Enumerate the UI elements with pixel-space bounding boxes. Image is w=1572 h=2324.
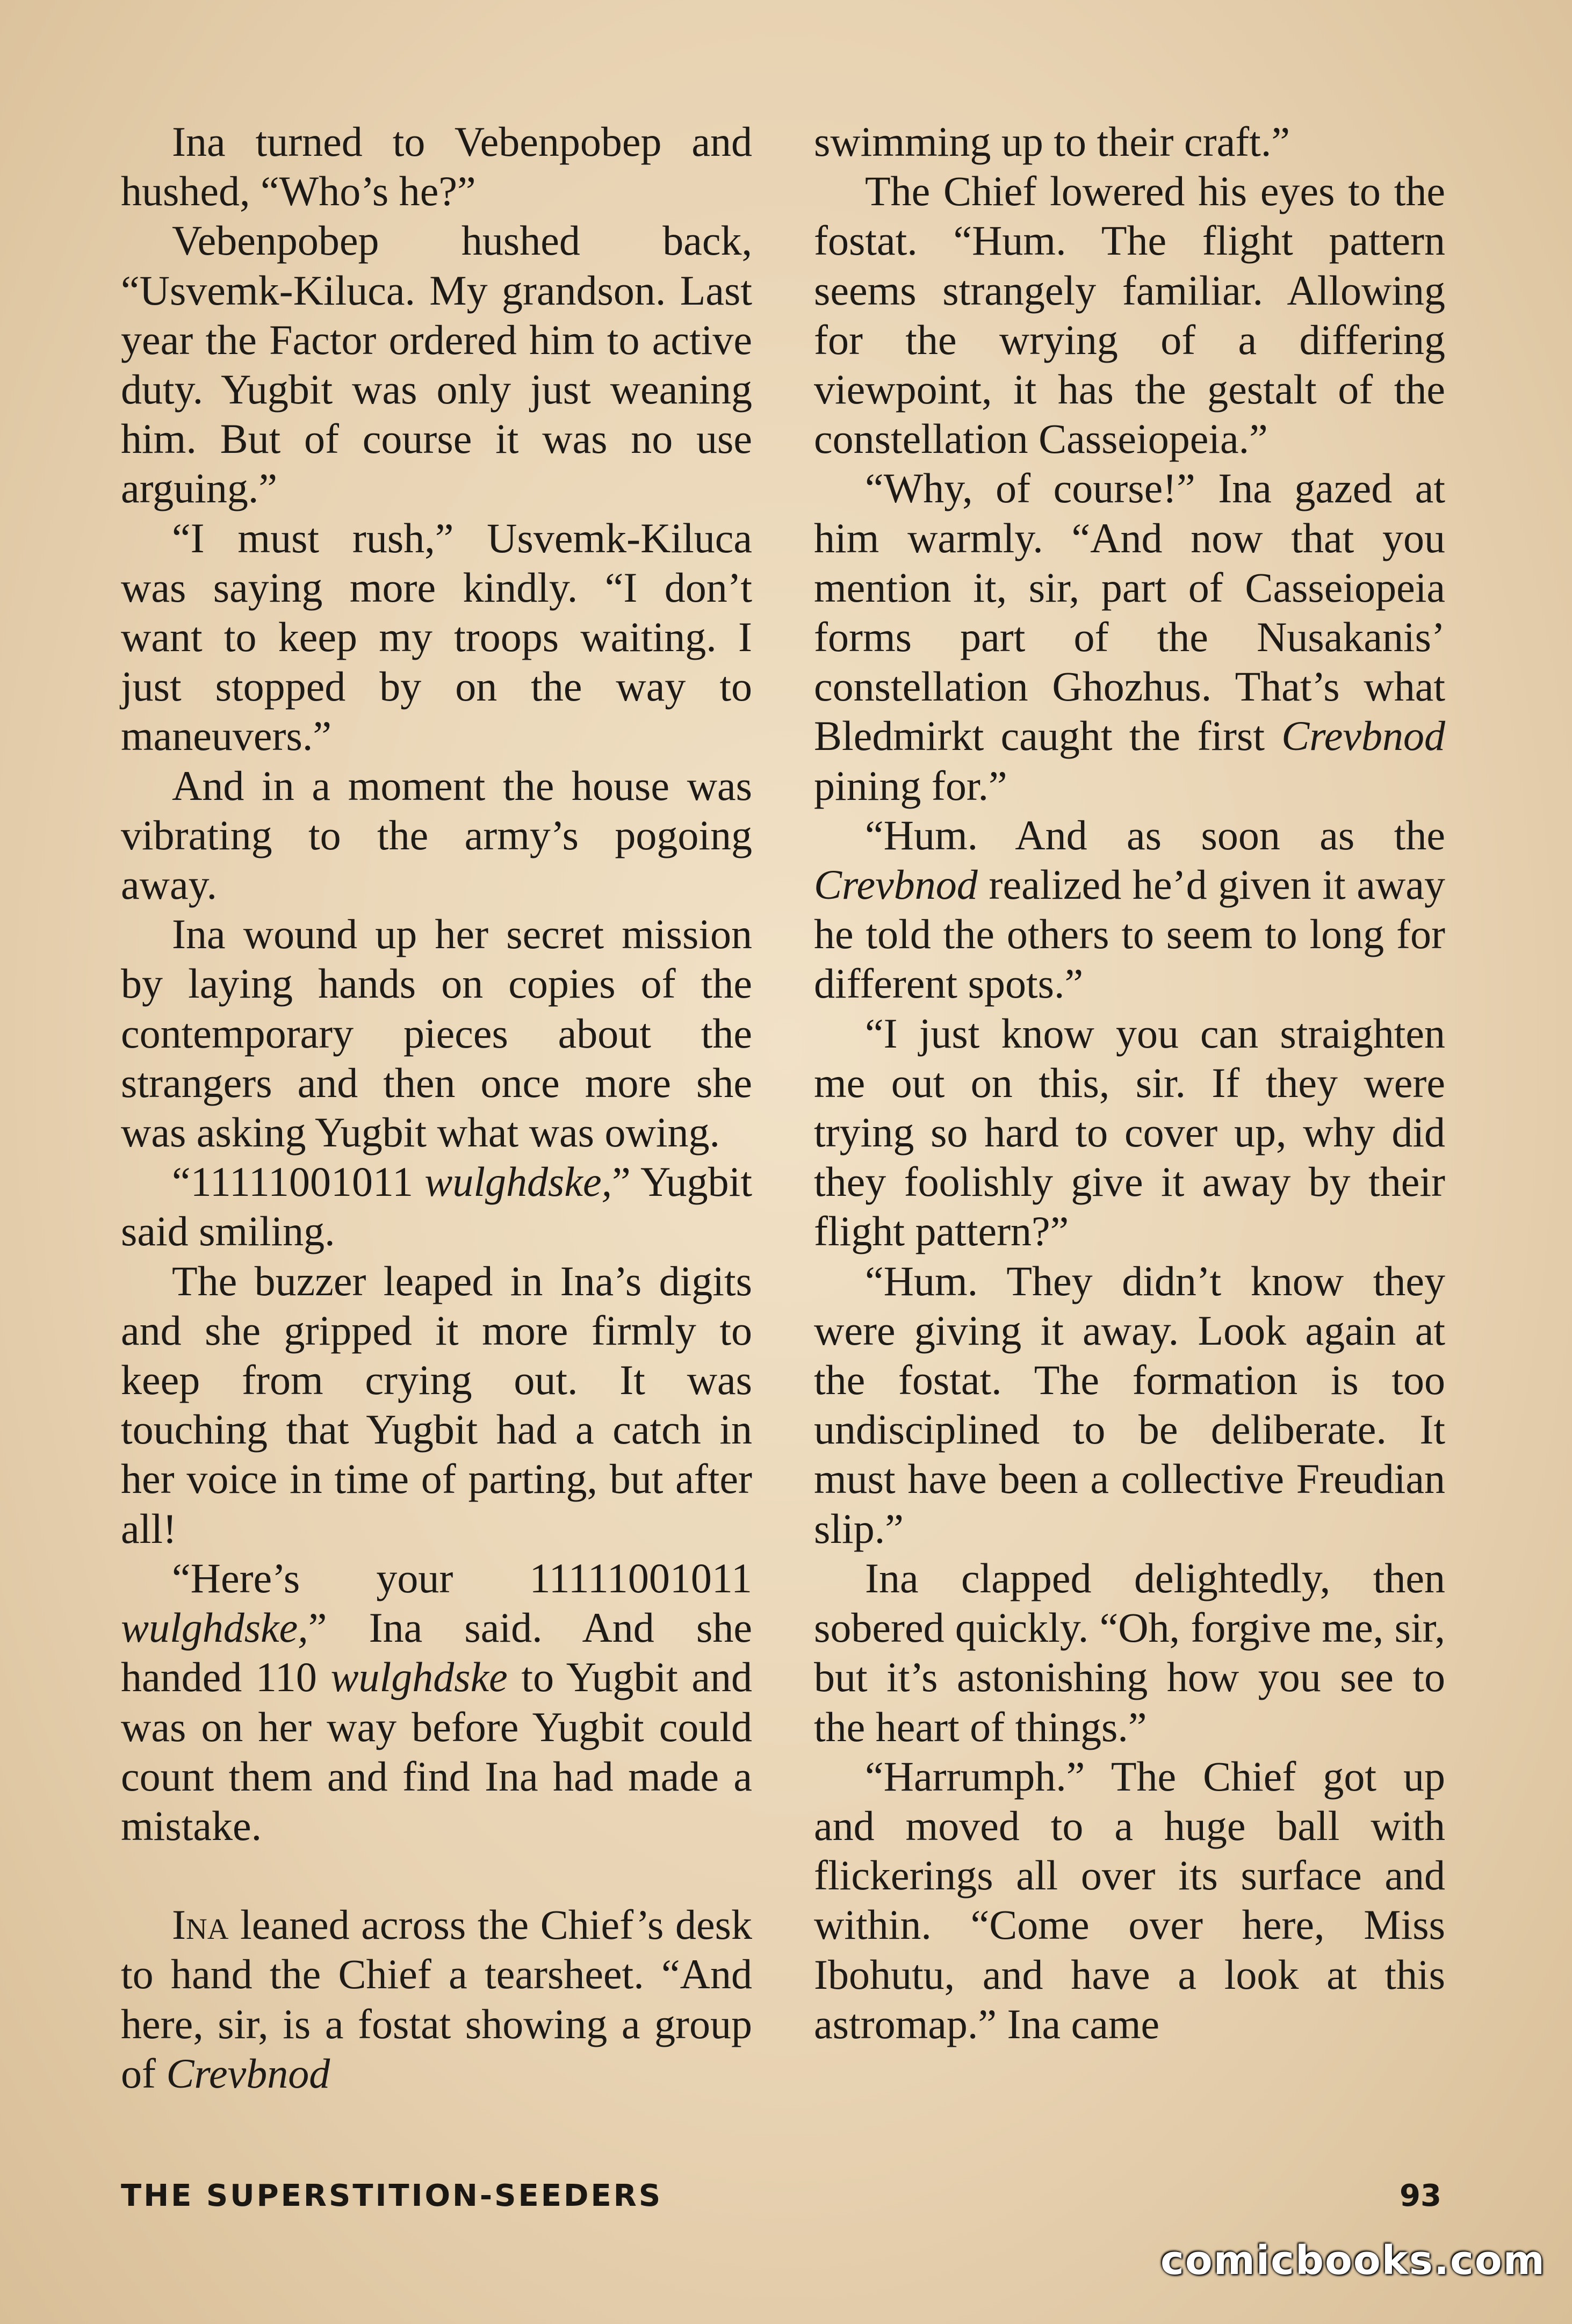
page-number: 93 — [1400, 2178, 1441, 2213]
text-run: “Why, of course!” Ina gazed at him warmly. “And now that you mention it, sir, part of Casseiopeia forms part of the Nusakanis’ constellation Ghozhus. That’s what Bledmirkt caught the first — [814, 465, 1445, 760]
right-column — [814, 117, 1445, 2049]
paragraph: Ina clapped delightedly, then sobered quickly. “Oh, forgive me, sir, but it’s astonishing how you see to the heart of things.” — [814, 1554, 1445, 1750]
italic-word: Crevbnod — [814, 861, 978, 908]
text-run: “Hum. And as soon as the — [865, 811, 1445, 858]
italic-word: wulghdske — [330, 1654, 508, 1701]
paragraph: Ina turned to Vebenpobep and hushed, “Who’s he?” — [121, 118, 752, 215]
paragraph — [814, 464, 1445, 810]
paragraph: Ina wound up her secret mission by laying hands on copies of the contemporary pieces about the strangers and then once more she was asking Yugbit what was owing. — [121, 911, 752, 1156]
text-run: leaned across the Chief’s desk to hand the Chief a tearsheet. “And here, sir, is a fostat showing a group of — [121, 1901, 752, 2097]
italic-word: Crevbnod — [1281, 712, 1445, 760]
text-run: realized he’d given it away he told the others to seem to long for different spots.” — [814, 861, 1445, 1007]
text-run: ” Yugbit said smiling. — [121, 1158, 752, 1255]
watermark: comicbooks.com — [1160, 2238, 1546, 2284]
paragraph: The Chief lowered his eyes to the fostat. “Hum. The flight pattern seems strangely familiar. Allowing for the wrying of a differing viewpoint, it has the gestalt of the constellation Casseiopeia.” — [814, 168, 1445, 463]
paragraph: “Harrumph.” The Chief got up and moved to a huge ball with flickerings all over its surface and within. “Come over here, Miss Ibohutu, and have a look at this astromap.” Ina came — [814, 1752, 1445, 2047]
paragraph: “I just know you can straighten me out on this, sir. If they were trying so hard to cover up, why did they foolishly give it away by their flight pattern?” — [814, 1009, 1445, 1255]
paragraph: Vebenpobep hushed back, “Usvemk-Kiluca. My grandson. Last year the Factor ordered him to active duty. Yugbit was only just weaning him. But of course it was no use arguing.” — [121, 217, 752, 512]
paragraph — [121, 1157, 752, 1256]
text-run: ” Ina said. And she handed 110 — [121, 1604, 752, 1701]
paragraph — [121, 1554, 752, 1851]
text-run: pining for.” — [814, 762, 1007, 809]
running-footer-title: THE SUPERSTITION-SEEDERS — [121, 2178, 663, 2213]
paragraph-continued: swimming up to their craft.” — [814, 118, 1290, 165]
text-run: “11111001011 — [172, 1158, 425, 1206]
paragraph — [814, 811, 1445, 1009]
paragraph: The buzzer leaped in Ina’s digits and she gripped it more firmly to keep from crying out. It was touching that Yugbit had a catch in her voice in time of parting, but after all! — [121, 1257, 752, 1552]
italic-word: wulghdske, — [121, 1604, 308, 1651]
left-column — [121, 117, 752, 2098]
text-run: to Yugbit and was on her way before Yugbit could count them and find Ina had made a mistake. — [121, 1654, 752, 1849]
small-caps-lead: Ina — [172, 1901, 229, 1948]
italic-word: wulghdske, — [424, 1158, 612, 1206]
italic-word: Crevbnod — [166, 2049, 330, 2097]
paragraph: And in a moment the house was vibrating to the army’s pogoing away. — [121, 762, 752, 908]
paragraph: “I must rush,” Usvemk-Kiluca was saying more kindly. “I don’t want to keep my troops waiting. I just stopped by on the way to maneuvers.” — [121, 514, 752, 760]
paragraph: “Hum. They didn’t know they were giving it away. Look again at the fostat. The formation is too undisciplined to be deliberate. It must have been a collective Freudian slip.” — [814, 1257, 1445, 1552]
text-run: “Here’s your 11111001011 — [172, 1554, 752, 1601]
section-start-paragraph — [121, 1900, 752, 2098]
